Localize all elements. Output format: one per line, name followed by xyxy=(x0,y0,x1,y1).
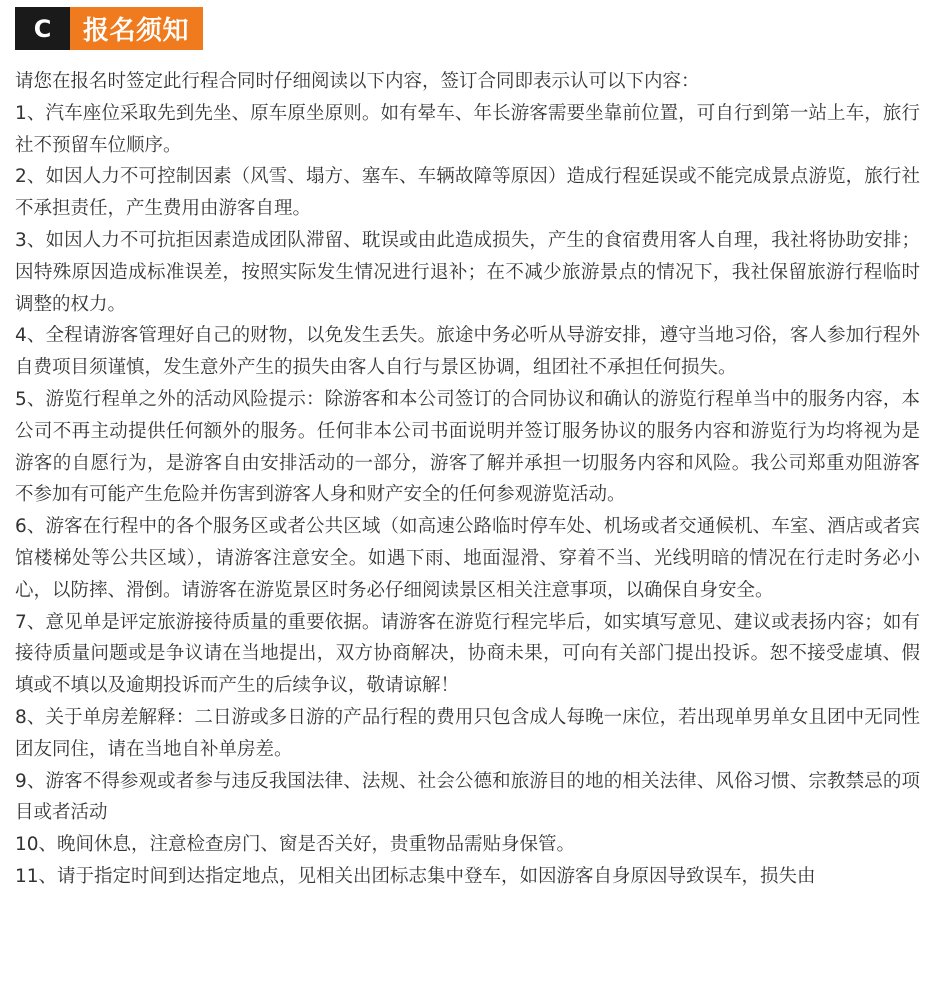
notice-content xyxy=(15,66,920,893)
notice-item-4: 4、全程请游客管理好自己的财物，以免发生丢失。旅途中务必听从导游安排，遵守当地习俗，客人参加行程外自费项目须谨慎，发生意外产生的损失由客人自行与景区协调，组团社不承担任何损失。 xyxy=(15,325,920,379)
section-title: 报名须知 xyxy=(70,7,203,50)
notice-item-7: 7、意见单是评定旅游接待质量的重要依据。请游客在游览行程完毕后，如实填写意见、建议或表扬内容；如有接待质量问题或是争议请在当地提出，双方协商解决，协商未果，可向有关部门提出投诉。恕不接受虚填、假填或不填以及逾期投诉而产生的后续争议，敬请谅解！ xyxy=(15,611,920,697)
notice-item-11: 11、请于指定时间到达指定地点，见相关出团标志集中登车，如因游客自身原因导致误车，损失由 xyxy=(15,865,816,887)
notice-item-5: 5、游览行程单之外的活动风险提示：除游客和本公司签订的合同协议和确认的游览行程单当中的服务内容，本公司不再主动提供任何额外的服务。任何非本公司书面说明并签订服务协议的服务内容和游览行为均将视为是游客的自愿行为，是游客自由安排活动的一部分，游客了解并承担一切服务内容和风险。我公司郑重劝阻游客不参加有可能产生危险并伤害到游客人身和财产安全的任何参观游览活动。 xyxy=(15,388,920,506)
notice-item-3: 3、如因人力不可抗拒因素造成团队滞留、耽误或由此造成损失，产生的食宿费用客人自理，我社将协助安排；因特殊原因造成标准误差，按照实际发生情况进行退补；在不减少旅游景点的情况下，我社保留旅游行程临时调整的权力。 xyxy=(15,229,920,315)
notice-item-1: 1、汽车座位采取先到先坐、原车原坐原则。如有晕车、年长游客需要坐靠前位置，可自行到第一站上车，旅行社不预留车位顺序。 xyxy=(15,102,920,156)
section-header xyxy=(15,7,203,50)
notice-item-10: 10、晚间休息，注意检查房门、窗是否关好，贵重物品需贴身保管。 xyxy=(15,834,576,856)
notice-item-2: 2、如因人力不可控制因素（风雪、塌方、塞车、车辆故障等原因）造成行程延误或不能完成景点游览，旅行社不承担责任，产生费用由游客自理。 xyxy=(15,166,920,220)
section-letter-badge: C xyxy=(15,7,70,50)
notice-item-8: 8、关于单房差解释：二日游或多日游的产品行程的费用只包含成人每晚一床位，若出现单男单女且团中无同性团友同住，请在当地自补单房差。 xyxy=(15,706,920,760)
notice-item-6: 6、游客在行程中的各个服务区或者公共区域（如高速公路临时停车处、机场或者交通候机、车室、酒店或者宾馆楼梯处等公共区域），请游客注意安全。如遇下雨、地面湿滑、穿着不当、光线明暗的情况在行走时务必小心，以防摔、滑倒。请游客在游览景区时务必仔细阅读景区相关注意事项，以确保自身安全。 xyxy=(15,516,920,601)
notice-item-9: 9、游客不得参观或者参与违反我国法律、法规、社会公德和旅游目的地的相关法律、风俗习惯、宗教禁忌的项目或者活动 xyxy=(15,770,920,824)
intro-paragraph: 请您在报名时签定此行程合同时仔细阅读以下内容，签订合同即表示认可以下内容： xyxy=(15,71,700,92)
